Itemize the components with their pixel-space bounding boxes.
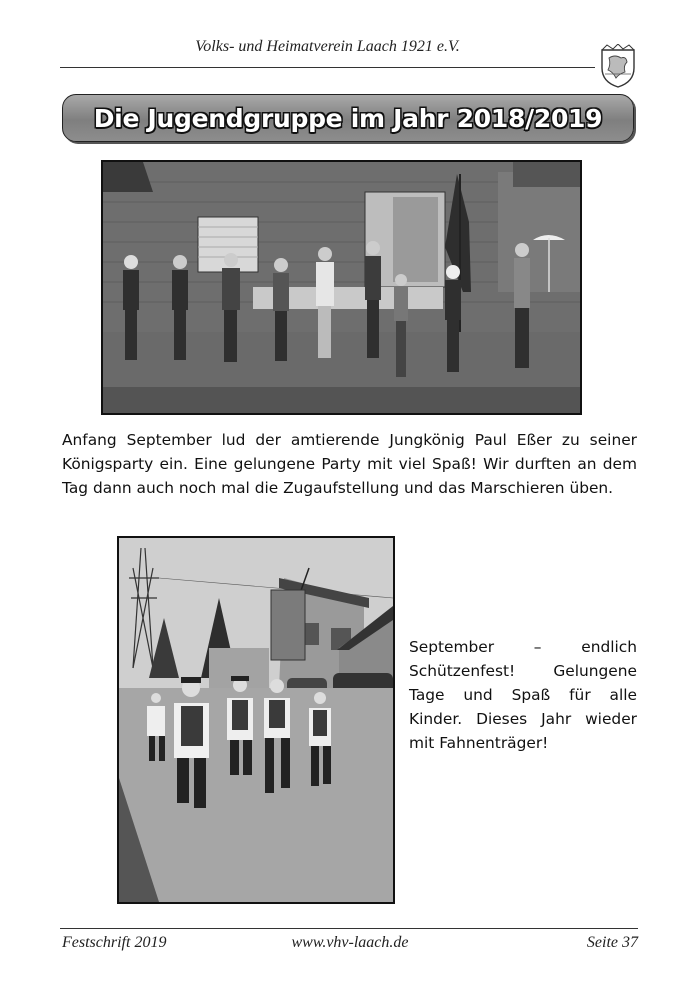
- header-title: Volks- und Heimatverein Laach 1921 e.V.: [195, 38, 460, 55]
- youth-group-party-photo: [101, 160, 582, 415]
- footer-website-link[interactable]: www.vhv-laach.de: [291, 934, 409, 951]
- footer-page-number: Seite 37: [586, 934, 638, 951]
- party-paragraph: Anfang September lud der amtierende Jungkönig Paul Eßer zu seiner Königsparty ein. Eine gelungene Party mit viel Spaß! Wir durften an dem Tag dann auch noch mal die Zugaufstellung und das Marschieren üben.: [62, 431, 637, 497]
- schuetzenfest-parade-photo: [117, 536, 395, 904]
- footer-rule: [60, 928, 638, 929]
- page-banner: [62, 94, 634, 142]
- page-title: Die Jugendgruppe im Jahr 2018/2019: [93, 103, 603, 133]
- footer-publication: Festschrift 2019: [62, 934, 167, 951]
- crest-icon: [599, 44, 637, 88]
- schuetzenfest-paragraph: September – endlich Schützenfest! Gelungene Tage und Spaß für alle Kinder. Dieses Jahr wieder mit Fahnenträger!: [409, 638, 637, 752]
- header-rule: [60, 67, 595, 68]
